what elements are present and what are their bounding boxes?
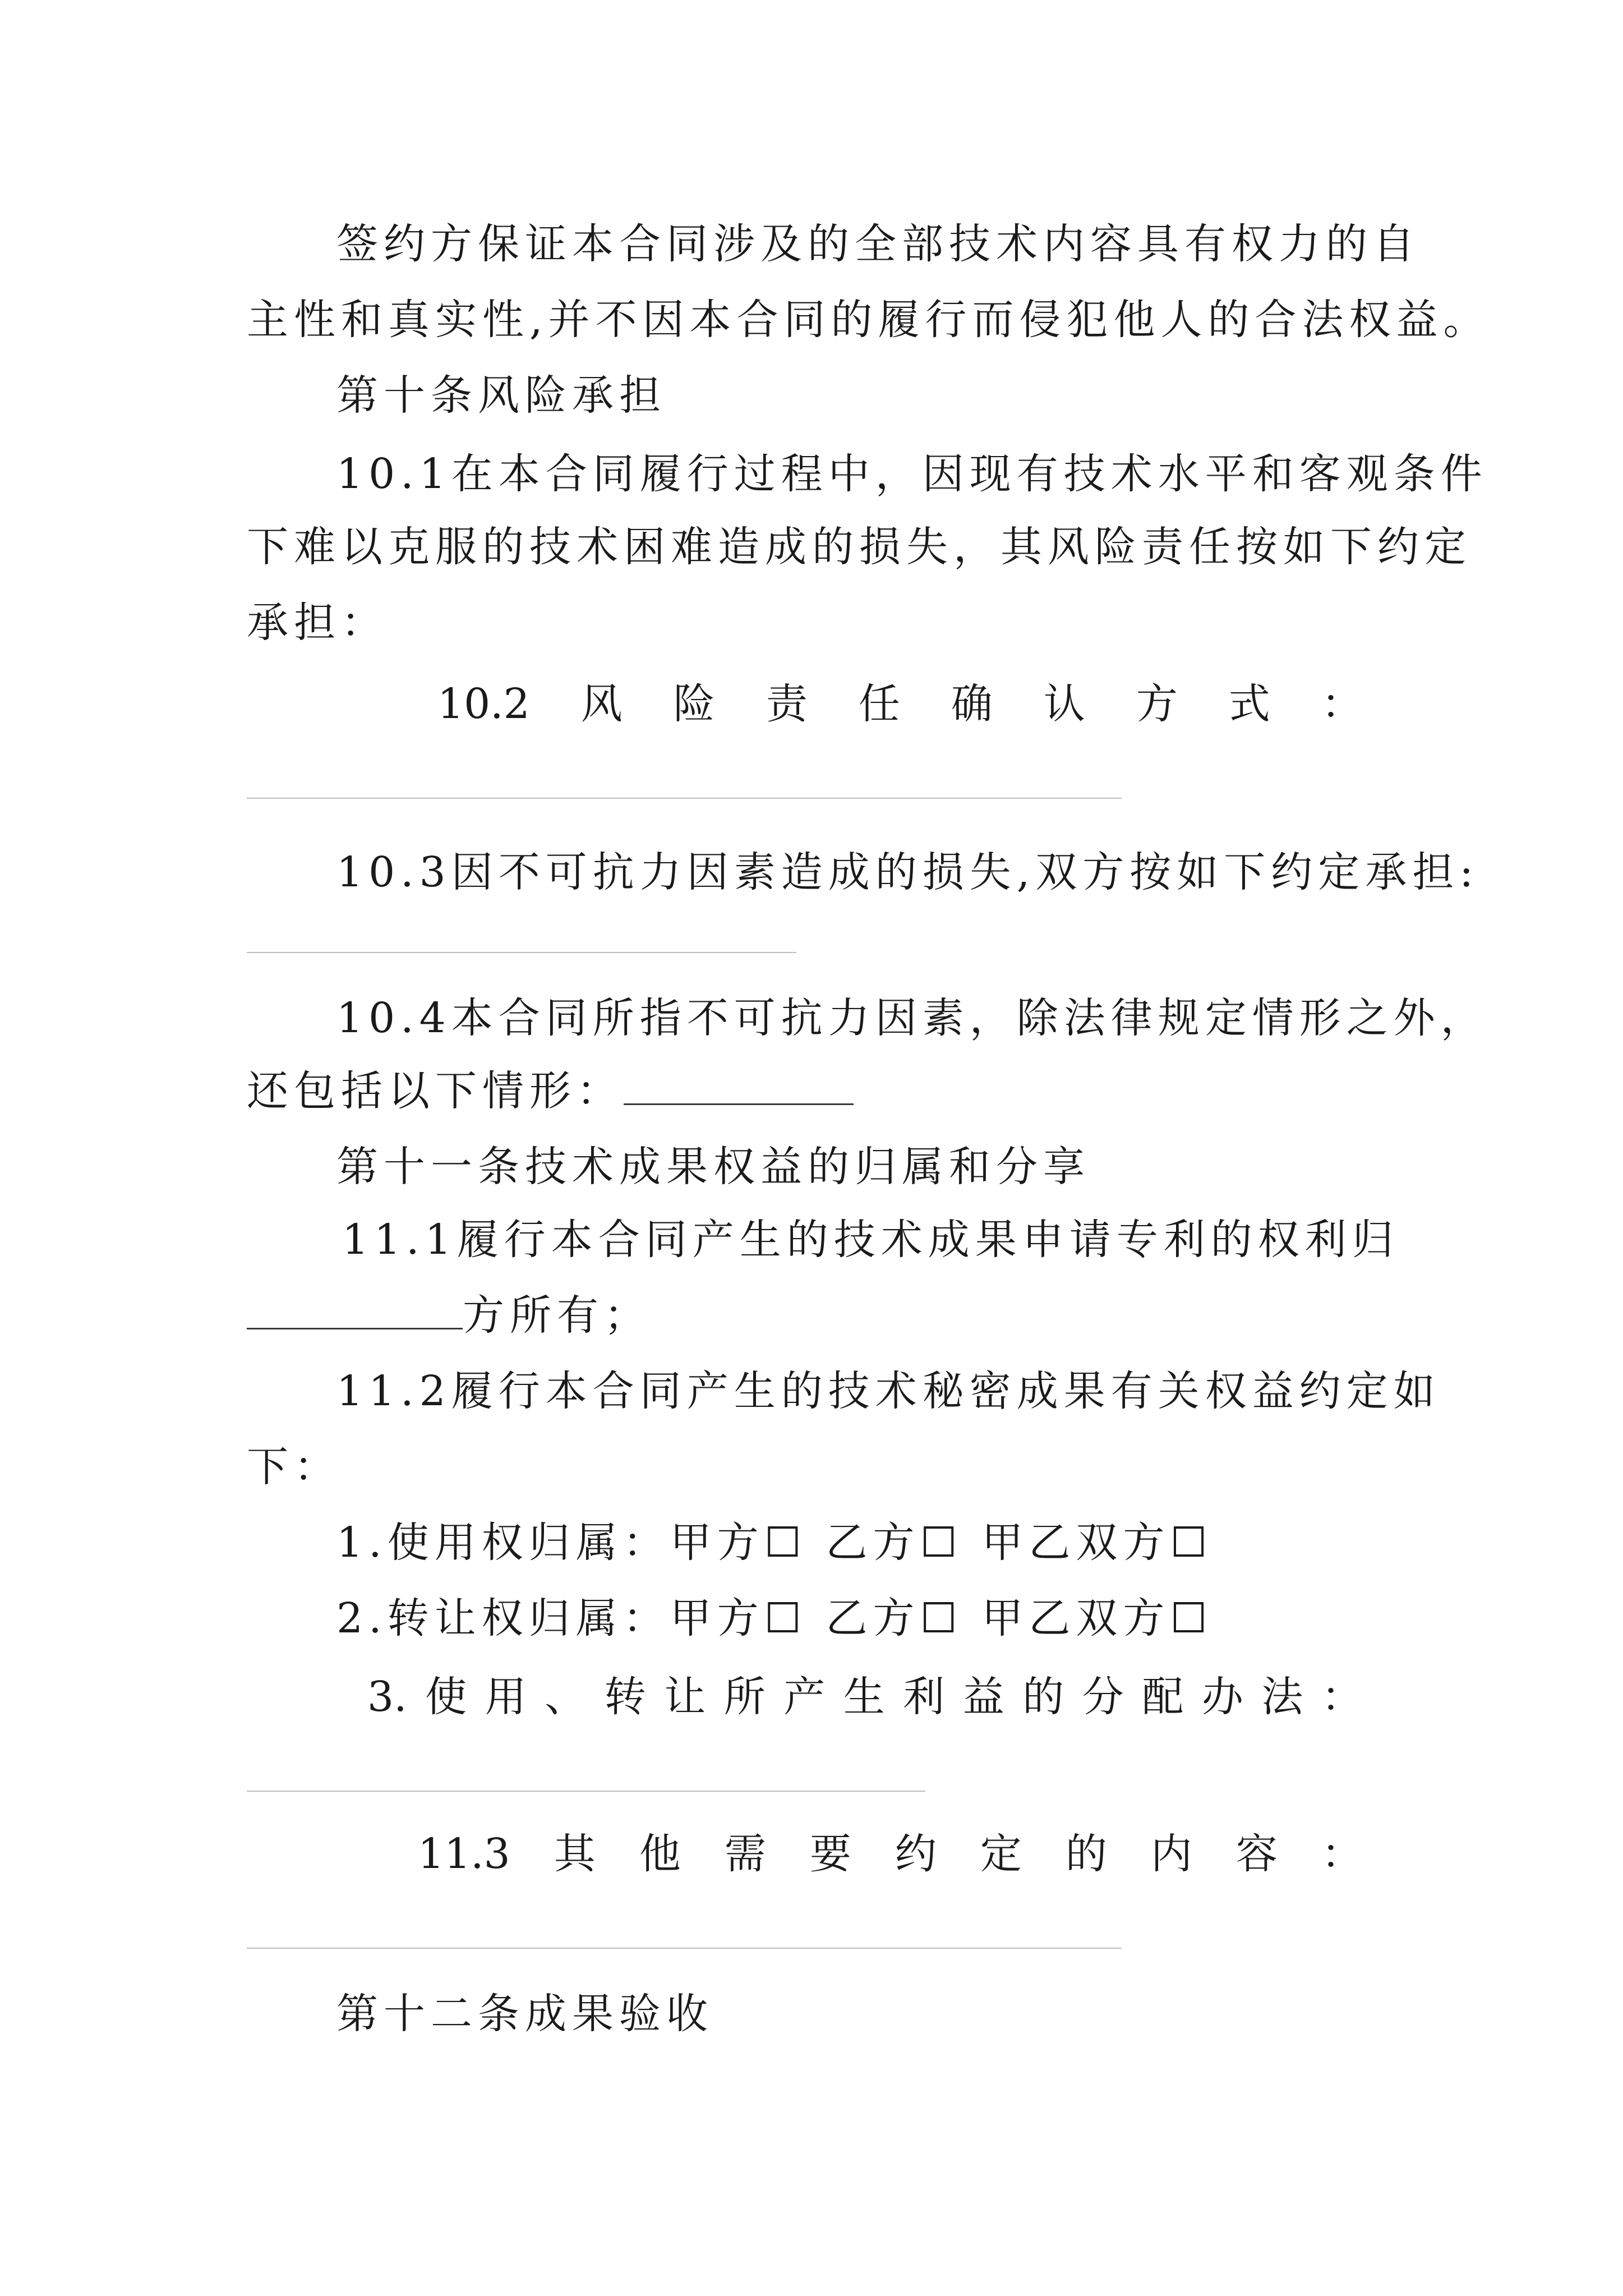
clause-10-2-part: 险 [673,680,715,728]
fill-in-rule [247,1791,925,1792]
profit-distribution-part: 办 [1201,1673,1243,1721]
item-profit-distribution [367,1669,1363,1725]
clause-11-1-text: 方所有； [463,1291,651,1340]
clause-11-3-part: 内 [1150,1830,1192,1878]
profit-distribution-part: 益 [962,1673,1004,1721]
clause-10-4-line-1: 10.4本合同所指不可抗力因素，除法律规定情形之外， [336,994,1488,1042]
fill-in-rule [247,1948,1122,1949]
profit-distribution-part: 产 [783,1673,826,1721]
item-transfer-rights: 2.转让权归属：甲方☐ 乙方☐ 甲乙双方☐ [336,1594,1213,1642]
clause-10-3: 10.3因不可抗力因素造成的损失,双方按如下约定承担: [336,848,1479,896]
clause-10-1-line-3: 承担： [247,599,388,647]
clause-11-1-line-1: 11.1履行本合同产生的技术成果申请专利的权利归 [342,1216,1399,1264]
para-warranty-line-2: 主性和真实性,并不因本合同的履行而侵犯他人的合法权益。 [247,296,1491,344]
clause-10-2-part: ： [1321,680,1363,728]
clause-10-2-part: 方 [1136,680,1178,728]
clause-11-3-part: 的 [1065,1830,1107,1878]
profit-distribution-part: 3. [367,1673,407,1721]
clause-11-3-part: ： [1321,1830,1363,1878]
clause-11-3-part: 要 [809,1830,851,1878]
clause-11-3-part: 其 [554,1830,596,1878]
clause-11-3-part: 容 [1235,1830,1278,1878]
clause-10-1-line-1: 10.1在本合同履行过程中，因现有技术水平和客观条件 [336,450,1488,498]
para-warranty-line-1: 签约方保证本合同涉及的全部技术内容具有权力的自 [336,220,1420,268]
clause-10-2-part: 确 [951,680,993,728]
clause-10-2-part: 10.2 [437,680,530,728]
profit-distribution-part: ： [1321,1673,1363,1721]
fill-in-rule [247,952,796,953]
clause-11-3-part: 约 [895,1830,937,1878]
clause-11-2-line-2: 下： [247,1443,341,1491]
clause-10-2-part: 责 [766,680,808,728]
clause-10-2-part: 认 [1043,680,1085,728]
profit-distribution-part: 的 [1022,1673,1064,1721]
profit-distribution-part: 分 [1082,1673,1124,1721]
heading-article-11: 第十一条技术成果权益的归属和分享 [336,1143,1090,1191]
profit-distribution-part: 所 [723,1673,766,1721]
profit-distribution-part: 转 [604,1673,646,1721]
clause-11-3-part: 需 [724,1830,766,1878]
profit-distribution-part: 生 [843,1673,885,1721]
clause-11-2-line-1: 11.2履行本合同产生的技术秘密成果有关权益约定如 [336,1367,1441,1415]
profit-distribution-part: 、 [545,1673,587,1721]
heading-article-12: 第十二条成果验收 [336,1990,713,2038]
clause-10-4-line-2 [247,1063,854,1119]
clause-10-2-part: 风 [580,680,623,728]
profit-distribution-part: 使 [425,1673,467,1721]
blank-underline [247,1291,463,1329]
clause-11-3-part: 定 [980,1830,1022,1878]
clause-11-1-line-2 [247,1287,651,1343]
blank-underline [624,1066,854,1105]
fill-in-rule [247,798,1122,799]
heading-article-10: 第十条风险承担 [336,371,666,420]
clause-10-1-line-2: 下难以克服的技术困难造成的损失，其风险责任按如下约定 [247,523,1472,571]
item-usage-rights: 1.使用权归属：甲方☐ 乙方☐ 甲乙双方☐ [336,1519,1213,1567]
clause-11-3-part: 11.3 [418,1830,510,1878]
clause-10-4-text: 还包括以下情形： [247,1067,624,1115]
clause-10-2-part: 任 [858,680,900,728]
clause-11-3-part: 他 [639,1830,681,1878]
clause-10-2-part: 式 [1228,680,1270,728]
clause-10-2 [437,676,1363,732]
profit-distribution-part: 配 [1142,1673,1184,1721]
profit-distribution-part: 用 [485,1673,527,1721]
profit-distribution-part: 利 [903,1673,945,1721]
clause-11-3 [418,1826,1363,1882]
profit-distribution-part: 让 [664,1673,706,1721]
profit-distribution-part: 法 [1261,1673,1303,1721]
